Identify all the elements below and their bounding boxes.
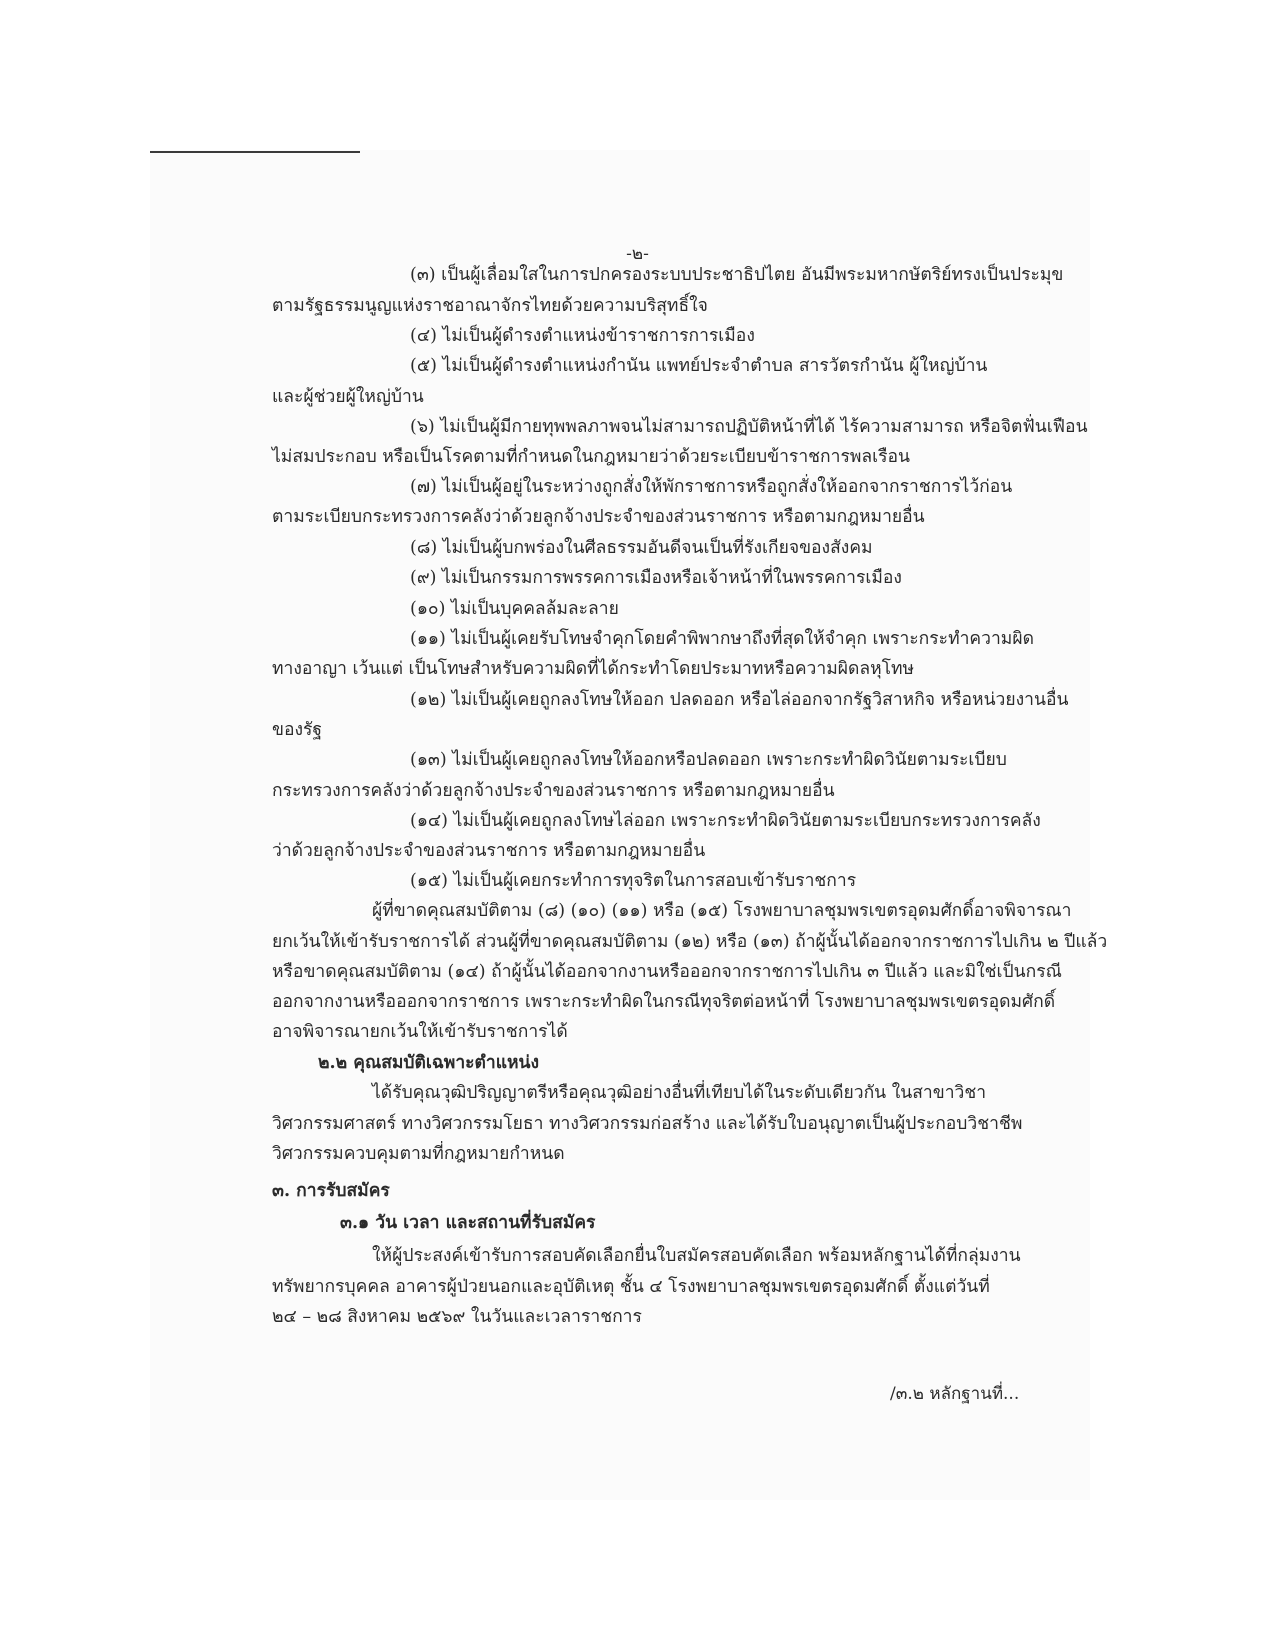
text-line: (๔) ไม่เป็นผู้ดำรงตำแหน่งข้าราชการการเมือง (410, 326, 755, 346)
text-line: (๑๓) ไม่เป็นผู้เคยถูกลงโทษให้ออกหรือปลดออก เพราะกระทำผิดวินัยตามระเบียบ (410, 750, 1007, 770)
text-line: ตามระเบียบกระทรวงการคลังว่าด้วยลูกจ้างประจำของส่วนราชการ หรือตามกฎหมายอื่น (272, 507, 925, 527)
text-line: (๙) ไม่เป็นกรรมการพรรคการเมืองหรือเจ้าหน้าที่ในพรรคการเมือง (410, 568, 902, 588)
text-line: อาจพิจารณายกเว้นให้เข้ารับราชการได้ (272, 1022, 568, 1042)
text-line: (๓) เป็นผู้เลื่อมใสในการปกครองระบบประชาธิปไตย อันมีพระมหากษัตริย์ทรงเป็นประมุข (410, 265, 1064, 285)
text-line: ให้ผู้ประสงค์เข้ารับการสอบคัดเลือกยื่นใบสมัครสอบคัดเลือก พร้อมหลักฐานได้ที่กลุ่มงาน (372, 1246, 1021, 1266)
text-line: (๘) ไม่เป็นผู้บกพร่องในศีลธรรมอันดีจนเป็นที่รังเกียจของสังคม (410, 538, 873, 558)
text-line: ๓.๑ วัน เวลา และสถานที่รับสมัคร (340, 1213, 596, 1233)
text-line: ๒๔ – ๒๘ สิงหาคม ๒๕๖๙ ในวันและเวลาราชการ (272, 1307, 642, 1327)
text-line: ตามรัฐธรรมนูญแห่งราชอาณาจักรไทยด้วยความบริสุทธิ์ใจ (272, 296, 708, 316)
text-line: ทางอาญา เว้นแต่ เป็นโทษสำหรับความผิดที่ได้กระทำโดยประมาทหรือความผิดลหุโทษ (272, 659, 915, 679)
text-line: (๑๔) ไม่เป็นผู้เคยถูกลงโทษไล่ออก เพราะกระทำผิดวินัยตามระเบียบกระทรวงการคลัง (410, 811, 1041, 831)
text-line: วิศวกรรมศาสตร์ ทางวิศวกรรมโยธา ทางวิศวกรรมก่อสร้าง และได้รับใบอนุญาตเป็นผู้ประกอบวิชาชีพ (272, 1114, 1023, 1134)
text-line: (๑๑) ไม่เป็นผู้เคยรับโทษจำคุกโดยคำพิพากษาถึงที่สุดให้จำคุก เพราะกระทำความผิด (410, 629, 1034, 649)
footer-reference: /๓.๒ หลักฐานที่... (890, 1384, 1020, 1404)
text-line: และผู้ช่วยผู้ใหญ่บ้าน (272, 387, 424, 407)
text-line: ผู้ที่ขาดคุณสมบัติตาม (๘) (๑๐) (๑๑) หรือ (๑๕) โรงพยาบาลชุมพรเขตรอุดมศักดิ์อาจพิจารณา (372, 901, 1072, 921)
text-line: (๕) ไม่เป็นผู้ดำรงตำแหน่งกำนัน แพทย์ประจำตำบล สารวัตรกำนัน ผู้ใหญ่บ้าน (410, 356, 988, 376)
text-line: ยกเว้นให้เข้ารับราชการได้ ส่วนผู้ที่ขาดคุณสมบัติตาม (๑๒) หรือ (๑๓) ถ้าผู้นั้นได้ออกจากราชการไปเกิน ๒ ปีแล้ว (272, 932, 1108, 952)
text-line: (๑๐) ไม่เป็นบุคคลล้มละลาย (410, 599, 619, 619)
text-line: (๑๕) ไม่เป็นผู้เคยกระทำการทุจริตในการสอบเข้ารับราชการ (410, 871, 857, 891)
text-line: ได้รับคุณวุฒิปริญญาตรีหรือคุณวุฒิอย่างอื่นที่เทียบได้ในระดับเดียวกัน ในสาขาวิชา (372, 1083, 987, 1103)
text-line: ออกจากงานหรือออกจากราชการ เพราะกระทำผิดในกรณีทุจริตต่อหน้าที่ โรงพยาบาลชุมพรเขตรอุดมศักดิ์ (272, 992, 1056, 1012)
text-line: ว่าด้วยลูกจ้างประจำของส่วนราชการ หรือตามกฎหมายอื่น (272, 841, 706, 861)
text-line: ไม่สมประกอบ หรือเป็นโรคตามที่กำหนดในกฎหมายว่าด้วยระเบียบข้าราชการพลเรือน (272, 447, 910, 467)
text-line: ๒.๒ คุณสมบัติเฉพาะตำแหน่ง (318, 1053, 540, 1073)
page-number: -๒- (626, 244, 649, 264)
text-line: (๑๒) ไม่เป็นผู้เคยถูกลงโทษให้ออก ปลดออก หรือไล่ออกจากรัฐวิสาหกิจ หรือหน่วยงานอื่น (410, 690, 1069, 710)
text-line: (๗) ไม่เป็นผู้อยู่ในระหว่างถูกสั่งให้พักราชการหรือถูกสั่งให้ออกจากราชการไว้ก่อน (410, 477, 1013, 497)
text-line: ของรัฐ (272, 720, 323, 740)
text-line: กระทรวงการคลังว่าด้วยลูกจ้างประจำของส่วนราชการ หรือตามกฎหมายอื่น (272, 781, 835, 801)
text-line: หรือขาดคุณสมบัติตาม (๑๔) ถ้าผู้นั้นได้ออกจากงานหรือออกจากราชการไปเกิน ๓ ปีแล้ว และมิใช่เป็นกรณี (272, 962, 1062, 982)
text-line: วิศวกรรมควบคุมตามที่กฎหมายกำหนด (272, 1144, 565, 1164)
text-line: ทรัพยากรบุคคล อาคารผู้ป่วยนอกและอุบัติเหตุ ชั้น ๔ โรงพยาบาลชุมพรเขตรอุดมศักดิ์ ตั้งแต่วันที่ (272, 1277, 990, 1297)
text-line: (๖) ไม่เป็นผู้มีกายทุพพลภาพจนไม่สามารถปฏิบัติหน้าที่ได้ ไร้ความสามารถ หรือจิตฟั่นเฟือน (410, 417, 1088, 437)
text-line: ๓. การรับสมัคร (272, 1181, 390, 1201)
